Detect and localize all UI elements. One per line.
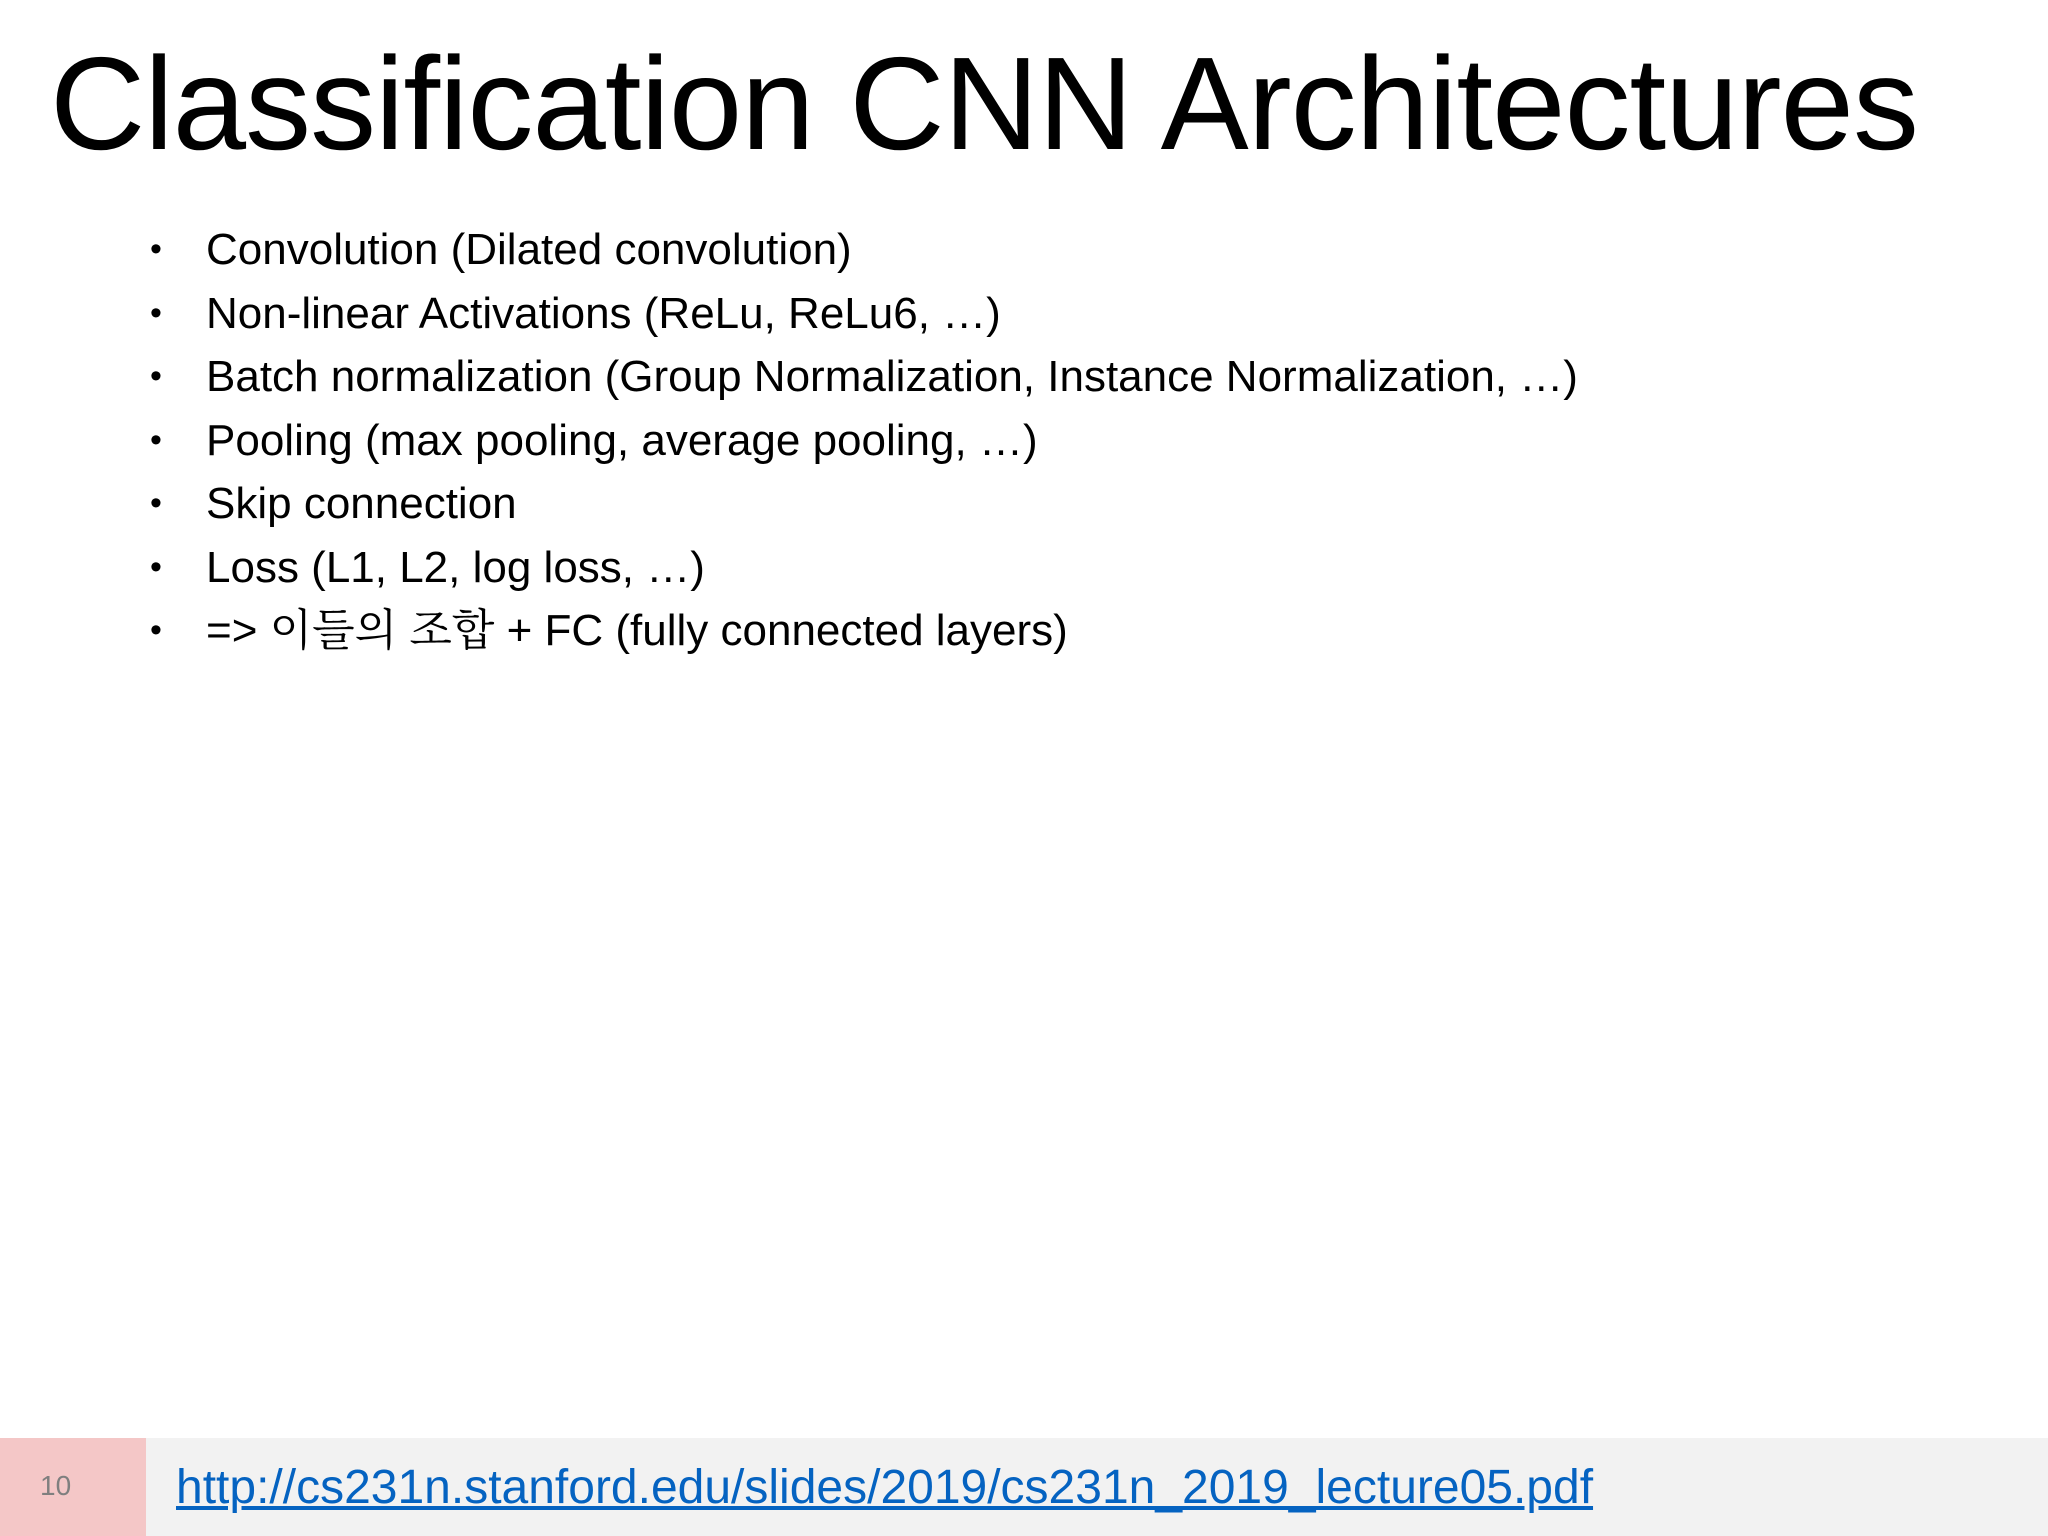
bullet-text: Pooling (max pooling, average pooling, …) xyxy=(206,415,1038,465)
bullet-icon: • xyxy=(150,357,162,395)
bullet-icon: • xyxy=(150,420,162,459)
bullet-text: Non-linear Activations (ReLu, ReLu6, …) xyxy=(206,288,1001,338)
bullet-icon: • xyxy=(150,484,162,522)
bullet-icon: • xyxy=(150,611,162,649)
bullet-text: Skip connection xyxy=(206,479,517,528)
bullet-text: Convolution (Dilated convolution) xyxy=(206,225,852,274)
source-link[interactable]: http://cs231n.stanford.edu/slides/2019/cs231n_2019_lecture05.pdf xyxy=(176,1461,1594,1514)
bullet-text: Loss (L1, L2, log loss, …) xyxy=(206,542,705,592)
bullet-text: Batch normalization (Group Normalization, Instance Normalization, …) xyxy=(206,352,1578,401)
slide-title: Classification CNN Architectures xyxy=(50,30,1918,177)
bullet-icon: • xyxy=(150,547,162,586)
bullet-text: => 이들의 조합 + FC (fully connected layers) xyxy=(206,606,1068,655)
bullet-icon: • xyxy=(150,230,162,268)
page-number: 10 xyxy=(40,1470,72,1501)
page-number-box xyxy=(0,1438,146,1536)
bullet-icon: • xyxy=(150,293,162,332)
footer-bar xyxy=(0,1438,2048,1536)
